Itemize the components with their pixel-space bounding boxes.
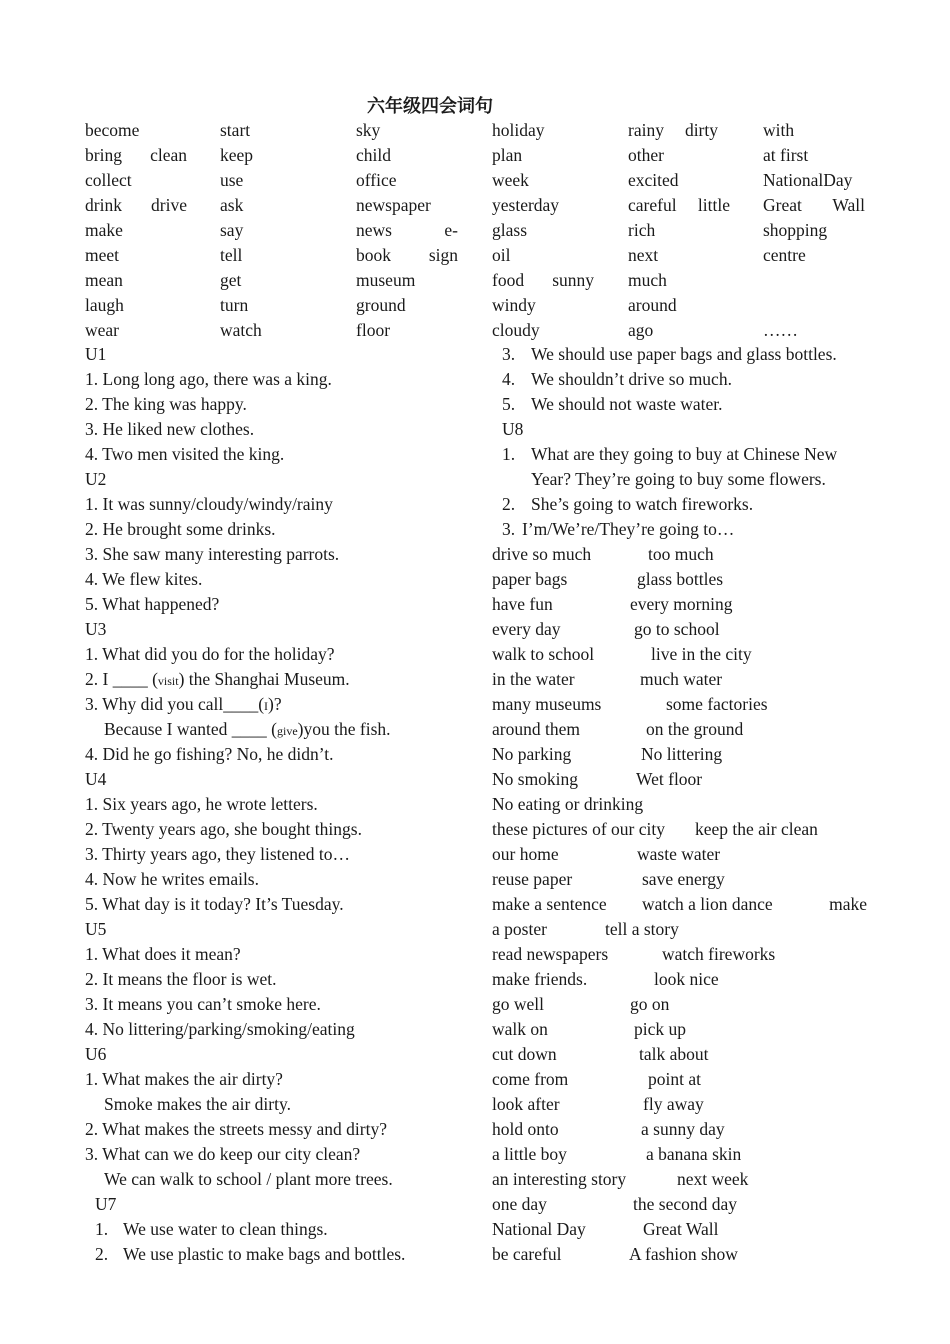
phrase: go well — [492, 994, 545, 1014]
vocab-word: mean — [85, 270, 123, 290]
phrase-row — [492, 692, 867, 717]
sentence: 1. What did you do for the holiday? — [85, 644, 335, 664]
vocab-word: with — [763, 120, 795, 140]
vocab-word: rainy dirty — [628, 120, 718, 140]
phrase: Wet floor — [636, 769, 703, 789]
vocab-word: get — [220, 270, 242, 290]
page-title: 六年级四会词句 — [367, 96, 493, 117]
sentence: 5. What happened? — [85, 594, 220, 614]
phrase: talk about — [639, 1044, 709, 1064]
vocab-word: careful little — [628, 195, 730, 215]
sentence: 4. Did he go fishing? No, he didn’t. — [85, 744, 334, 764]
phrase: No parking — [492, 744, 572, 764]
vocab-word: glass — [492, 220, 527, 240]
phrase-row — [492, 1017, 867, 1042]
phrase: many museums — [492, 694, 602, 714]
vocab-word: sky — [356, 120, 381, 140]
unit-heading: U6 — [85, 1044, 107, 1064]
vocab-word: much — [628, 270, 667, 290]
phrase: go on — [630, 994, 670, 1014]
sentence: 1. What are they going to buy at Chinese New — [502, 444, 838, 464]
vocab-word: newspaper — [356, 195, 431, 215]
phrase: walk on — [492, 1019, 548, 1039]
vocab-column-3 — [356, 118, 461, 343]
phrase-row — [492, 642, 867, 667]
sentence: 1. What makes the air dirty? — [85, 1069, 283, 1089]
phrase: point at — [648, 1069, 701, 1089]
phrase-row — [492, 567, 867, 592]
phrase: pick up — [634, 1019, 687, 1039]
phrase: look after — [492, 1094, 560, 1114]
vocab-word: news e- — [356, 220, 458, 240]
phrase: save energy — [642, 869, 725, 889]
vocab-word: excited — [628, 170, 679, 190]
phrase: come from — [492, 1069, 569, 1089]
vocab-word: make — [85, 220, 123, 240]
phrase-row — [492, 1167, 867, 1192]
phrase: one day — [492, 1194, 547, 1214]
sentence: 4. Now he writes emails. — [85, 869, 259, 889]
vocab-word: NationalDay — [763, 170, 853, 190]
phrase-row — [492, 842, 867, 867]
phrase-row — [492, 1142, 867, 1167]
vocab-word: child — [356, 145, 391, 165]
phrase: No smoking — [492, 769, 579, 789]
sentence: 1. What does it mean? — [85, 944, 241, 964]
vocab-word: around — [628, 295, 677, 315]
phrase-row — [492, 892, 867, 917]
phrase: next week — [677, 1169, 749, 1189]
vocab-word — [763, 268, 868, 293]
vocab-word: keep — [220, 145, 254, 165]
phrase: paper bags — [492, 569, 568, 589]
vocab-word: rich — [628, 220, 656, 240]
phrase: have fun — [492, 594, 553, 614]
phrase: look nice — [654, 969, 719, 989]
vocab-word: next — [628, 245, 659, 265]
vocab-word: use — [220, 170, 244, 190]
phrase: these pictures of our city — [492, 819, 666, 839]
phrase: walk to school — [492, 644, 595, 664]
phrase: watch fireworks — [662, 944, 776, 964]
vocab-word: ground — [356, 295, 406, 315]
phrase: be careful — [492, 1244, 562, 1264]
phrase: every morning — [630, 594, 733, 614]
phrase: waste water — [637, 844, 721, 864]
sentence: 1. It was sunny/cloudy/windy/rainy — [85, 494, 333, 514]
phrase: live in the city — [651, 644, 752, 664]
phrase-row — [492, 592, 867, 617]
phrase: every day — [492, 619, 561, 639]
phrase-row — [492, 742, 867, 767]
phrase: No littering — [641, 744, 723, 764]
phrase: keep the air clean — [695, 819, 818, 839]
phrase-row — [492, 1117, 867, 1142]
phrase-row — [492, 667, 867, 692]
sentence: 4. We flew kites. — [85, 569, 203, 589]
unit-heading: U3 — [85, 619, 107, 639]
vocab-column-6 — [763, 118, 868, 343]
vocab-word: meet — [85, 245, 120, 265]
unit-heading: U4 — [85, 769, 107, 789]
phrase: much water — [640, 669, 723, 689]
phrase: make — [829, 894, 867, 914]
phrase: cut down — [492, 1044, 557, 1064]
vocab-word: food sunny — [492, 270, 594, 290]
sentence: 3. I’m/We’re/They’re going to… — [502, 519, 735, 539]
sentence: 2. I ____ (visit) the Shanghai Museum. — [85, 669, 350, 689]
sentence: 3. Why did you call____(I)? — [85, 694, 282, 714]
vocab-word: at first — [763, 145, 809, 165]
vocab-word: Great Wall — [763, 195, 865, 215]
vocab-word: oil — [492, 245, 511, 265]
phrase: No eating or drinking — [492, 794, 644, 814]
unit-heading: U8 — [502, 419, 524, 439]
phrase: go to school — [634, 619, 720, 639]
sentence: 4. No littering/parking/smoking/eating — [85, 1019, 355, 1039]
phrase-row — [492, 1042, 867, 1067]
sentence: 2. It means the floor is wet. — [85, 969, 277, 989]
vocab-word: plan — [492, 145, 523, 165]
vocab-word: ago — [628, 320, 654, 340]
phrase-row — [492, 542, 867, 567]
phrase-row — [492, 1242, 867, 1267]
phrase: make friends. — [492, 969, 588, 989]
vocab-column-1 — [85, 118, 190, 343]
vocab-word — [763, 293, 868, 318]
vocab-word: windy — [492, 295, 536, 315]
vocab-word: collect — [85, 170, 132, 190]
sentence: Year? They’re going to buy some flowers. — [531, 469, 826, 489]
units-left-column — [85, 342, 465, 1267]
sentence: 3. We should use paper bags and glass bottles. — [502, 344, 837, 364]
vocab-word: other — [628, 145, 664, 165]
vocab-word: book sign — [356, 245, 458, 265]
vocab-word: turn — [220, 295, 249, 315]
sentence: 2. She’s going to watch fireworks. — [502, 494, 754, 514]
phrase: A fashion show — [629, 1244, 738, 1264]
unit-heading: U2 — [85, 469, 107, 489]
vocab-word: bring clean — [85, 145, 187, 165]
phrase: some factories — [666, 694, 768, 714]
vocab-column-5 — [628, 118, 733, 343]
phrase: an interesting story — [492, 1169, 627, 1189]
phrase-row — [492, 1067, 867, 1092]
sentence: Smoke makes the air dirty. — [104, 1094, 291, 1114]
unit-heading: U1 — [85, 344, 107, 364]
vocab-word: week — [492, 170, 529, 190]
sentence: 2. What makes the streets messy and dirty? — [85, 1119, 387, 1139]
sentence: 2. The king was happy. — [85, 394, 247, 414]
vocab-word: …… — [763, 320, 798, 340]
vocab-word: say — [220, 220, 244, 240]
vocab-word: yesterday — [492, 195, 560, 215]
vocab-word: office — [356, 170, 397, 190]
sentence: 4. We shouldn’t drive so much. — [502, 369, 732, 389]
vocab-word: floor — [356, 320, 391, 340]
phrase: make a sentence — [492, 894, 607, 914]
vocab-word: wear — [85, 320, 120, 340]
phrase-row — [492, 792, 867, 817]
phrase: watch a lion dance — [642, 894, 773, 914]
vocab-word: drink drive — [85, 195, 187, 215]
phrase: a banana skin — [646, 1144, 742, 1164]
vocab-word: shopping — [763, 220, 828, 240]
sentence: 3. It means you can’t smoke here. — [85, 994, 321, 1014]
vocab-word: museum — [356, 270, 416, 290]
phrase: drive so much — [492, 544, 592, 564]
sentence: 3. She saw many interesting parrots. — [85, 544, 340, 564]
vocab-word: tell — [220, 245, 243, 265]
sentence: Because I wanted ____ (give)you the fish. — [104, 719, 391, 739]
sentence: 1. We use water to clean things. — [95, 1219, 328, 1239]
phrase: hold onto — [492, 1119, 559, 1139]
sentence: 2. He brought some drinks. — [85, 519, 276, 539]
phrase: the second day — [633, 1194, 737, 1214]
sentence: We can walk to school / plant more trees. — [104, 1169, 393, 1189]
phrase-row — [492, 1192, 867, 1217]
vocab-word: watch — [220, 320, 262, 340]
phrase: read newspapers — [492, 944, 609, 964]
phrase-list — [492, 542, 867, 1267]
phrase-row — [492, 917, 867, 942]
sentence: 1. Six years ago, he wrote letters. — [85, 794, 318, 814]
vocab-word: start — [220, 120, 251, 140]
phrase: reuse paper — [492, 869, 573, 889]
sentence: 3. He liked new clothes. — [85, 419, 255, 439]
phrase: fly away — [643, 1094, 704, 1114]
vocab-word: cloudy — [492, 320, 540, 340]
vocab-word: centre — [763, 245, 806, 265]
right-column — [492, 342, 867, 1267]
phrase-row — [492, 967, 867, 992]
sentence: 5. What day is it today? It’s Tuesday. — [85, 894, 344, 914]
unit-heading: U5 — [85, 919, 107, 939]
phrase: a poster — [492, 919, 547, 939]
phrase: in the water — [492, 669, 575, 689]
sentence: 1. Long long ago, there was a king. — [85, 369, 332, 389]
vocab-word: laugh — [85, 295, 124, 315]
vocab-word: holiday — [492, 120, 545, 140]
phrase-row — [492, 942, 867, 967]
unit-heading: U7 — [95, 1194, 117, 1214]
phrase: Great Wall — [643, 1219, 719, 1239]
phrase: too much — [648, 544, 714, 564]
sentence: 5. We should not waste water. — [502, 394, 723, 414]
phrase-row — [492, 767, 867, 792]
phrase: tell a story — [605, 919, 679, 939]
phrase: a sunny day — [641, 1119, 725, 1139]
phrase: National Day — [492, 1219, 586, 1239]
phrase-row — [492, 1092, 867, 1117]
phrase-row — [492, 817, 867, 842]
vocab-word: ask — [220, 195, 244, 215]
vocab-column-4 — [492, 118, 597, 343]
phrase: a little boy — [492, 1144, 567, 1164]
phrase: glass bottles — [637, 569, 724, 589]
sentence: 3. What can we do keep our city clean? — [85, 1144, 361, 1164]
sentence: 4. Two men visited the king. — [85, 444, 285, 464]
sentence: 2. We use plastic to make bags and bottles. — [95, 1244, 406, 1264]
phrase-row — [492, 1217, 867, 1242]
phrase: around them — [492, 719, 580, 739]
phrase-row — [492, 717, 867, 742]
vocab-word: become — [85, 120, 140, 140]
phrase: on the ground — [646, 719, 744, 739]
vocab-column-2 — [220, 118, 325, 343]
phrase-row — [492, 992, 867, 1017]
phrase: our home — [492, 844, 559, 864]
phrase-row — [492, 867, 867, 892]
sentence: 2. Twenty years ago, she bought things. — [85, 819, 362, 839]
sentence: 3. Thirty years ago, they listened to… — [85, 844, 351, 864]
phrase-row — [492, 617, 867, 642]
